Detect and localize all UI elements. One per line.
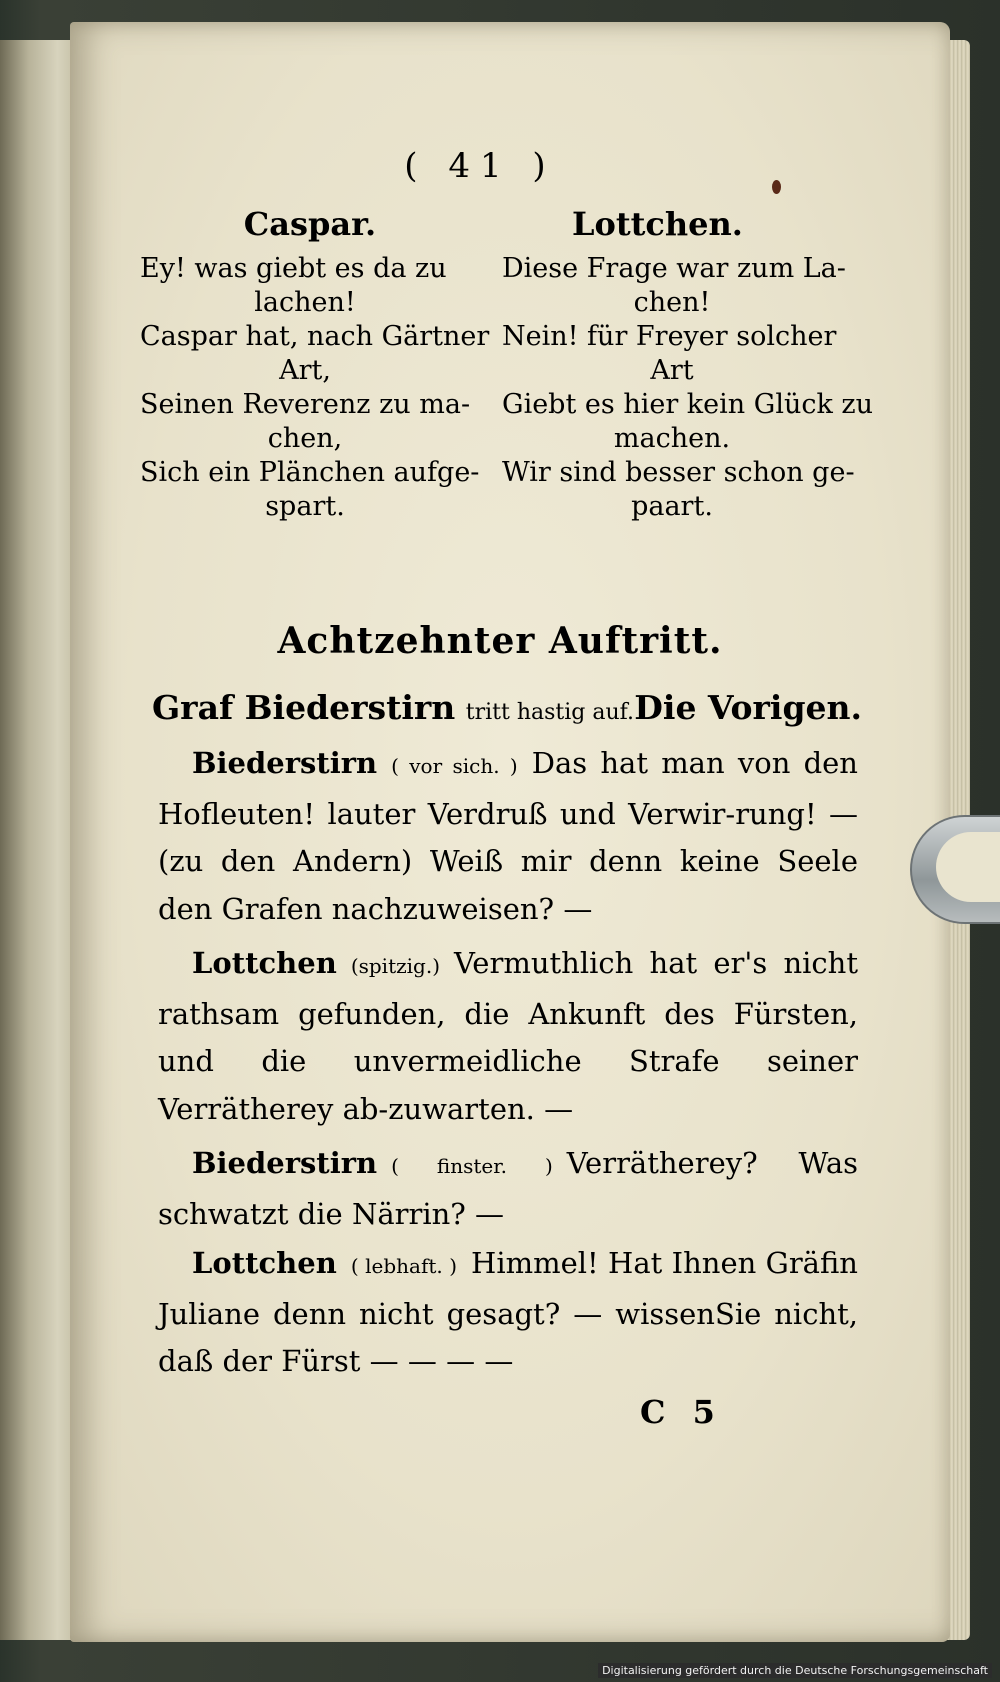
- verse-line: Ey! was giebt es da zu: [140, 253, 447, 284]
- dialogue-text: Vermuthlich hat er's nicht rathsam gefunden, die Ankunft des Fürsten, und die unvermeidliche Strafe seiner Verrätherey ab-zuwarten. —: [158, 946, 858, 1126]
- scene-cast-line: [152, 688, 862, 727]
- dialogue-paragraph: [158, 1140, 858, 1238]
- dialogue-text: Verrätherey? Was schwatzt die Närrin? —: [158, 1146, 858, 1231]
- page-clip-inner: [936, 832, 1000, 902]
- dialogue-speaker: Biederstirn: [192, 1146, 378, 1180]
- verse-line: Caspar hat, nach Gärtner: [140, 321, 490, 352]
- scene-heading: Achtzehnter Auftritt.: [277, 620, 723, 662]
- verse-line: Art,: [279, 355, 331, 386]
- dialogue-text: Himmel! Hat Ihnen Gräfin Juliane denn nicht gesagt? — wissenSie nicht, daß der Fürst — — — —: [158, 1246, 858, 1378]
- verse-line: paart.: [631, 491, 713, 522]
- verse-column-left: [140, 252, 490, 524]
- dialogue-paragraph: [158, 1240, 858, 1386]
- cast-others: Die Vorigen.: [634, 688, 862, 727]
- cast-direction: tritt hastig auf.: [465, 700, 634, 725]
- verse-line: Art: [650, 355, 694, 386]
- page-number: ( 41 ): [404, 146, 556, 186]
- dialogue-speaker: Biederstirn: [192, 746, 378, 780]
- dialogue-paragraph: [158, 740, 858, 933]
- dialogue-text: Das hat man von den Hofleuten! lauter Verdruß und Verwir-rung! — (zu den Andern) Weiß mir denn keine Seele den Grafen nachzuweisen? —: [158, 746, 858, 926]
- dialogue-speaker: Lottchen: [192, 946, 337, 980]
- verse-line: chen,: [267, 423, 343, 454]
- verse-line: Seinen Reverenz zu ma-: [140, 389, 471, 420]
- speaker-caspar: Caspar.: [243, 205, 377, 243]
- verse-line: lachen!: [254, 287, 356, 318]
- catchword: C 5: [640, 1393, 723, 1431]
- verse-line: Sich ein Plänchen aufge-: [140, 457, 480, 488]
- facing-page-edge: [0, 40, 74, 1640]
- verse-line: Diese Frage war zum La-: [502, 253, 846, 284]
- verse-line: machen.: [613, 423, 731, 454]
- dialogue-paragraph: [158, 940, 858, 1133]
- verse-column-right: [502, 252, 874, 524]
- stage-direction: (spitzig.): [350, 954, 441, 978]
- ink-stain: [772, 180, 781, 194]
- dialogue-speaker: Lottchen: [192, 1246, 337, 1280]
- verse-line: spart.: [265, 491, 345, 522]
- verse-line: Wir sind besser schon ge-: [502, 457, 855, 488]
- verse-line: Giebt es hier kein Glück zu: [502, 389, 874, 420]
- verse-line: Nein! für Freyer solcher: [502, 321, 837, 352]
- verse-line: chen!: [633, 287, 711, 318]
- digitization-credit: Digitalisierung gefördert durch die Deutsche Forschungsgemeinschaft: [598, 1663, 992, 1678]
- speaker-lottchen: Lottchen.: [572, 205, 743, 243]
- stage-direction: ( finster. ): [391, 1154, 553, 1178]
- cast-name: Graf Biederstirn: [152, 688, 456, 727]
- stage-direction: ( lebhaft. ): [350, 1254, 458, 1278]
- stage-direction: ( vor sich. ): [391, 754, 518, 778]
